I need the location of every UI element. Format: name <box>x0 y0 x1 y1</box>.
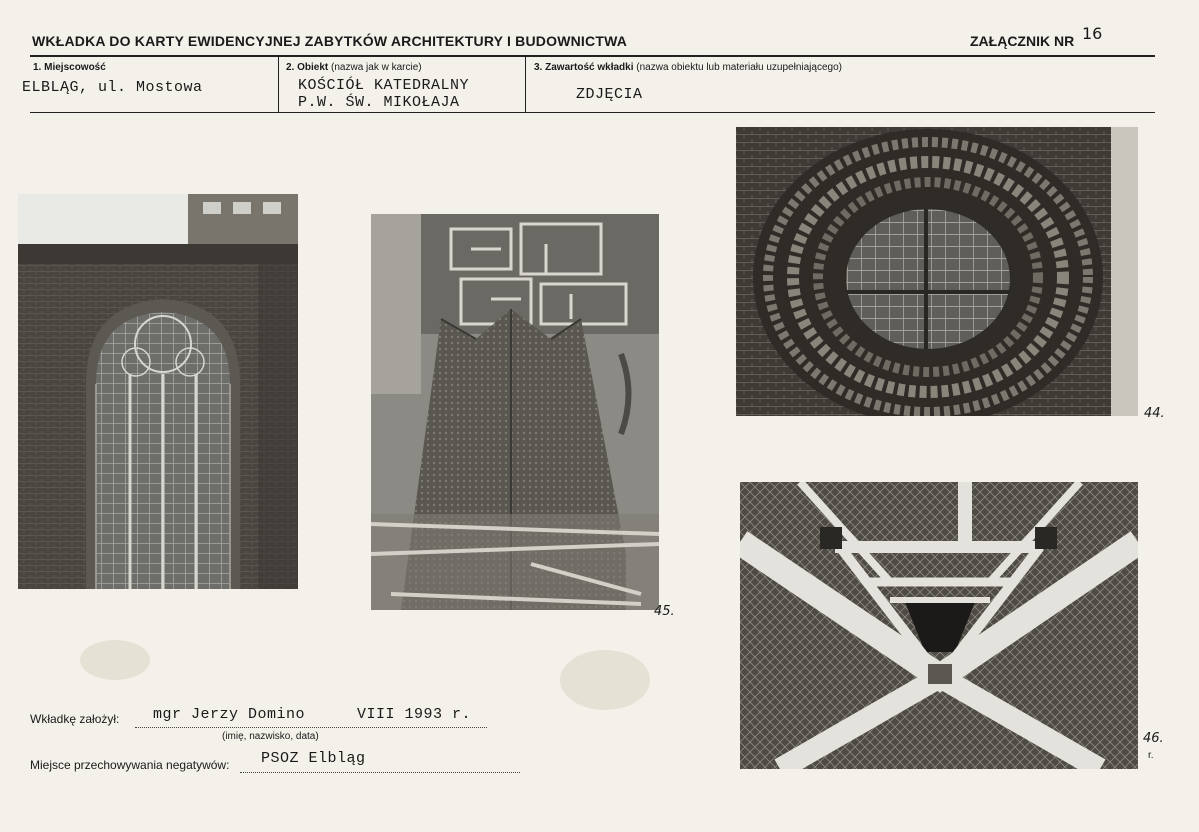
photo-number-46: 46. <box>1143 731 1164 746</box>
object-label-note: (nazwa jak w karcie) <box>331 62 422 73</box>
field-divider <box>525 57 526 113</box>
field-divider <box>278 57 279 113</box>
created-by-value: mgr Jerzy Domino <box>153 706 306 723</box>
rose-window-photo <box>736 127 1138 416</box>
aerial-roofs-photo <box>371 214 659 610</box>
photo-number-45: 45. <box>654 604 675 619</box>
object-value-line2: P.W. ŚW. MIKOŁAJA <box>298 94 460 111</box>
paper-stain <box>80 640 150 680</box>
gothic-window-photo <box>18 194 298 589</box>
contents-label <box>534 62 842 73</box>
contents-value: ZDJĘCIA <box>576 86 643 103</box>
document-title: WKŁADKA DO KARTY EWIDENCYJNEJ ZABYTKÓW ARCHITEKTURY I BUDOWNICTWA <box>32 33 628 49</box>
locality-label: 1. Miejscowość <box>33 62 106 73</box>
contents-label-note: (nazwa obiektu lub materiału uzupełniającego) <box>636 62 842 73</box>
object-label-text: 2. Obiekt <box>286 62 329 73</box>
photo-number-46-suffix: r. <box>1148 750 1154 761</box>
annex-label: ZAŁĄCZNIK NR <box>970 33 1075 49</box>
negatives-dotline <box>240 771 520 773</box>
roof-truss-photo <box>740 482 1138 769</box>
created-date-value: VIII 1993 r. <box>357 706 472 723</box>
object-value-line1: KOŚCIÓŁ KATEDRALNY <box>298 77 470 94</box>
created-by-label: Wkładkę założył: <box>30 712 120 726</box>
contents-label-text: 3. Zawartość wkładki <box>534 62 634 73</box>
negatives-label: Miejsce przechowywania negatywów: <box>30 758 230 772</box>
photo-number-44: 44. <box>1144 406 1165 421</box>
fields-bottom-rule <box>30 112 1155 113</box>
created-by-note: (imię, nazwisko, data) <box>222 731 319 742</box>
header-rule <box>30 55 1155 57</box>
paper-stain <box>560 650 650 710</box>
annex-number: 16 <box>1082 24 1103 43</box>
created-by-dotline <box>135 726 487 728</box>
object-label <box>286 62 422 73</box>
negatives-value: PSOZ Elbląg <box>261 750 366 767</box>
locality-value: ELBLĄG, ul. Mostowa <box>22 79 203 96</box>
